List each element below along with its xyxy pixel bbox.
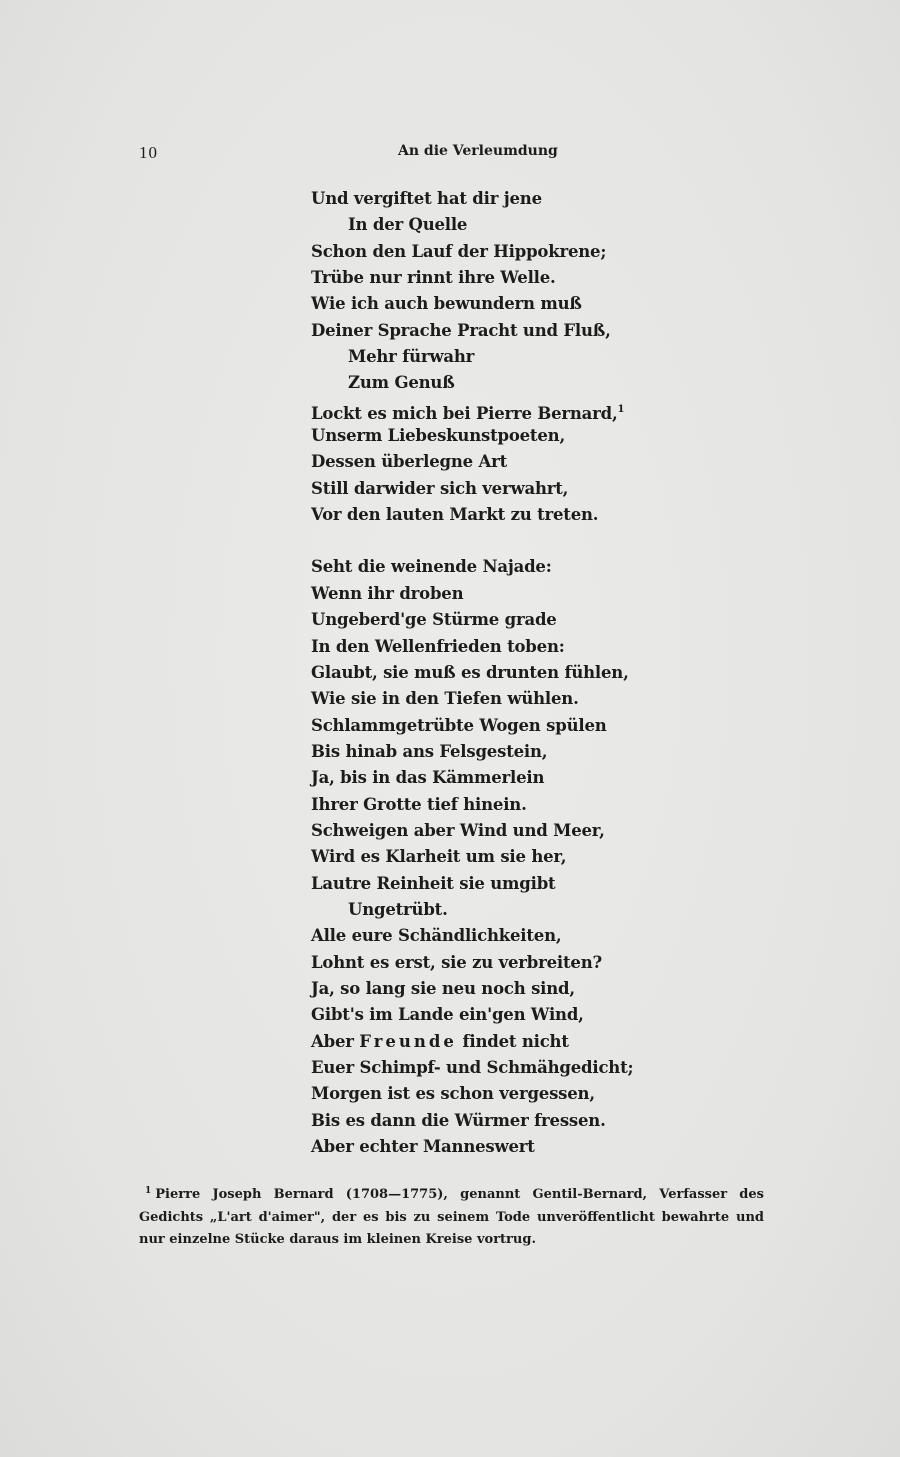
verse-line: Gibt's im Lande ein'gen Wind,: [311, 1005, 584, 1025]
verse-line: Schlammgetrübte Wogen spülen: [311, 715, 607, 735]
verse-line: Morgen ist es schon vergessen,: [311, 1084, 595, 1104]
spaced-emphasis: Freunde: [359, 1031, 457, 1051]
verse-text: Lockt es mich bei Pierre Bernard,: [311, 403, 618, 423]
verse-line: In der Quelle: [348, 215, 468, 235]
footnote-reference: 1: [617, 403, 625, 415]
verse-line: Still darwider sich verwahrt,: [311, 478, 569, 498]
verse-line: Ungeberd'ge Stürme grade: [311, 610, 557, 630]
page-number: 10: [139, 143, 158, 162]
verse-line: Und vergiftet hat dir jene: [311, 189, 542, 208]
verse-line: Seht die weinende Najade:: [311, 557, 552, 577]
verse-line: Ja, bis in das Kämmerlein: [311, 768, 545, 788]
verse-line: [311, 1029, 633, 1055]
footnote-text: Pierre Joseph Bernard (1708—1775), genannt Gentil-Bernard, Verfasser des Gedichts „L'art d'aimer", der es bis zu seinem Tode unveröffentlicht bewahrte und nur einzelne Stücke daraus im kleinen Kreise vortrug.: [139, 1187, 764, 1247]
verse-line: Aber echter Manneswert: [311, 1137, 535, 1157]
verse-line: Zum Genuß: [348, 373, 455, 393]
footnote-marker: 1: [145, 1186, 152, 1196]
verse-line: Wenn ihr droben: [311, 583, 464, 603]
verse-line: Schweigen aber Wind und Meer,: [311, 820, 605, 840]
verse-line: Ja, so lang sie neu noch sind,: [311, 978, 575, 998]
verse-text: Aber: [311, 1031, 360, 1051]
verse-line: Alle eure Schändlichkeiten,: [311, 926, 562, 946]
verse-line: Ungetrübt.: [348, 899, 448, 919]
verse-line: Euer Schimpf- und Schmähgedicht;: [311, 1058, 634, 1077]
verse-line: In den Wellenfrieden toben:: [311, 636, 565, 656]
verse-line: Wie ich auch bewundern muß: [311, 294, 582, 314]
verse-line: Ihrer Grotte tief hinein.: [311, 794, 527, 814]
verse-text: findet nicht: [456, 1031, 569, 1051]
verse-line: Trübe nur rinnt ihre Welle.: [311, 268, 556, 288]
verse-line: [311, 397, 633, 423]
verse-line: Glaubt, sie muß es drunten fühlen,: [311, 662, 629, 682]
verse-line: Mehr fürwahr: [348, 347, 475, 367]
footnote: [139, 1180, 764, 1252]
verse-line: Bis es dann die Würmer fressen.: [311, 1110, 606, 1130]
verse-line: Bis hinab ans Felsgestein,: [311, 741, 548, 761]
verse-line: Schon den Lauf der Hippokrene;: [311, 241, 607, 261]
verse-line: Vor den lauten Markt zu treten.: [311, 505, 599, 525]
verse-line: Dessen überlegne Art: [311, 452, 508, 472]
running-head: An die Verleumdung: [398, 143, 558, 159]
verse-line: Deiner Sprache Pracht und Fluß,: [311, 320, 611, 340]
verse-line: Wie sie in den Tiefen wühlen.: [311, 689, 579, 709]
poem: [311, 186, 633, 1160]
verse-line: Lautre Reinheit sie umgibt: [311, 873, 556, 893]
verse-line: Lohnt es erst, sie zu verbreiten?: [311, 952, 602, 972]
verse-line: Wird es Klarheit um sie her,: [311, 847, 567, 867]
verse-line: Unserm Liebeskunstpoeten,: [311, 426, 565, 446]
